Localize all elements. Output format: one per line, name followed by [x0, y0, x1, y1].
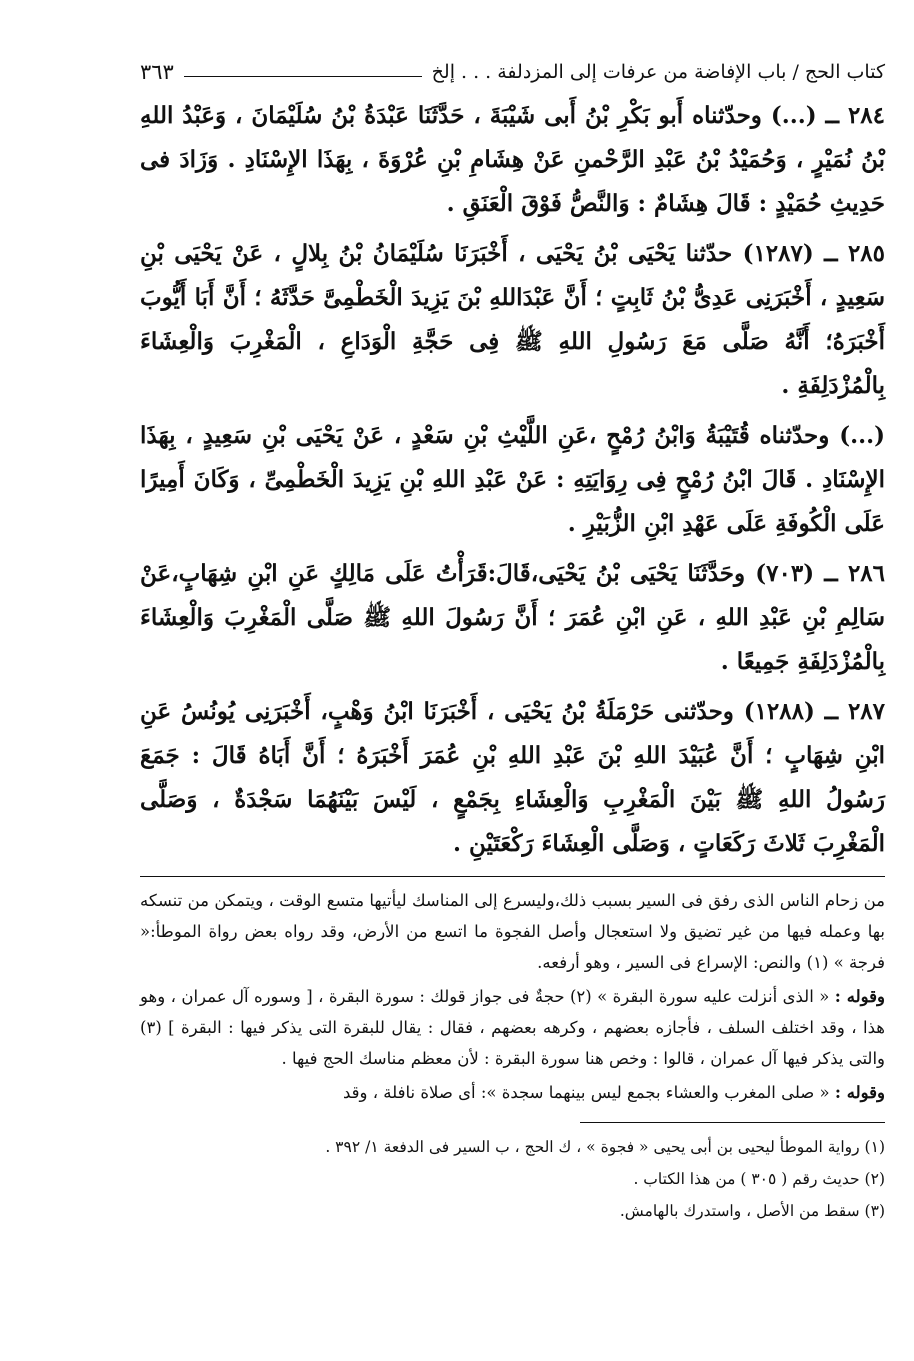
commentary — [140, 885, 885, 1108]
commentary-text: « صلى المغرب والعشاء بجمع ليس بينهما سجدة »: أى صلاة نافلة ، وقد — [342, 1083, 830, 1102]
running-header — [140, 52, 885, 92]
footnote-divider — [580, 1122, 885, 1123]
chapter-title: كتاب الحج / باب الإفاضة من عرفات إلى المزدلفة . . . إلخ — [431, 61, 885, 83]
commentary-paragraph: من زحام الناس الذى رفق فى السير بسبب ذلك،وليسرع إلى المناسك ليأتيها متسع الوقت ، ويتمكن من تنسكه بها وعمله فيها من غير تضيق ولا استعجال وأصل الفجوة ما اتسع من الأرض، وقد رواه بعض رواة الموطأ:« فرجة » (١) والنص: الإسراع فى السير ، وهو أرفعه. — [140, 891, 885, 972]
commentary-lead: وقوله : — [834, 987, 885, 1006]
hadith-285-variant: (...) وحدّثناه قُتَيْبَةُ وَابْنُ رُمْحٍ ،عَنِ اللَّيْثِ بْنِ سَعْدٍ ، عَنْ يَحْيَى بْنِ سَعِيدٍ ، بِهَذَا الإِسْنَادِ . قَالَ ابْنُ رُمْحٍ فِى رِوَايَتِهِ : عَنْ عَبْدِ اللهِ بْنِ يَزِيدَ الْخَطْمِىِّ ، وَكَانَ أَمِيرًا عَلَى الْكُوفَةِ عَلَى عَهْدِ ابْنِ الزُّبَيْرِ . — [140, 422, 885, 537]
commentary-paragraph — [140, 981, 885, 1074]
hadith-text — [140, 94, 885, 866]
commentary-lead: وقوله : — [834, 1083, 885, 1102]
page-number: ٣٦٣ — [140, 60, 174, 84]
footnotes — [140, 1131, 885, 1227]
hadith-287: ٢٨٧ ــ (١٢٨٨) وحدّثنى حَرْمَلَةُ بْنُ يَحْيَى ، أَخْبَرَنَا ابْنُ وَهْبٍ، أَخْبَرَنِى يُونُسُ عَنِ ابْنِ شِهَابٍ ؛ أَنَّ عُبَيْدَ اللهِ بْنَ عَبْدِ اللهِ بْنِ عُمَرَ أَخْبَرَهُ ؛ أَنَّ أَبَاهُ قَالَ : جَمَعَ رَسُولُ اللهِ ﷺ بَيْنَ الْمَغْرِبِ وَالْعِشَاءِ بِجَمْعٍ ، لَيْسَ بَيْنَهُمَا سَجْدَةٌ ، وَصَلَّى الْمَغْرِبَ ثَلاثَ رَكَعَاتٍ ، وَصَلَّى الْعِشَاءَ رَكْعَتَيْنِ . — [140, 698, 885, 857]
hadith-286: ٢٨٦ ــ (٧٠٣) وحَدَّثَنَا يَحْيَى بْنُ يَحْيَى،قَالَ:قَرَأْتُ عَلَى مَالِكٍ عَنِ ابْنِ شِهَابٍ،عَنْ سَالِمِ بْنِ عَبْدِ اللهِ ، عَنِ ابْنِ عُمَرَ ؛ أَنَّ رَسُولَ اللهِ ﷺ صَلَّى الْمَغْرِبَ وَالْعِشَاءَ بِالْمُزْدَلِفَةِ جَمِيعًا . — [140, 560, 886, 675]
footnote-2: (٢) حديث رقم ( ٣٠٥ ) من هذا الكتاب . — [633, 1170, 885, 1188]
footnote-1: (١) رواية الموطأ ليحيى بن أبى يحيى « فجوة » ، ك الحج ، ب السير فى الدفعة ١/ ٣٩٢ . — [325, 1138, 885, 1156]
commentary-divider — [140, 876, 885, 877]
hadith-284: ٢٨٤ ــ (...) وحدّثناه أَبو بَكْرِ بْنُ أَبى شَيْبَةَ ، حَدَّثَنَا عَبْدَةُ بْنُ سُلَيْمَانَ ، وَعَبْدُ اللهِ بْنُ نُمَيْرٍ ، وَحُمَيْدُ بْنُ عَبْدِ الرَّحْمنِ عَنْ هِشَامِ بْنِ عُرْوَةَ ، بِهَذَا الإِسْنَادِ . وَزَادَ فى حَدِيثِ حُمَيْدٍ : قَالَ هِشَامٌ : وَالنَّصُّ فَوْقَ الْعَنَقِ . — [140, 102, 885, 217]
footnote-3: (٣) سقط من الأصل ، واستدرك بالهامش. — [619, 1202, 885, 1220]
header-rule — [184, 76, 422, 77]
commentary-paragraph — [140, 1077, 885, 1108]
hadith-285: ٢٨٥ ــ (١٢٨٧) حدّثنا يَحْيَى بْنُ يَحْيَى ، أَخْبَرَنَا سُلَيْمَانُ بْنُ بِلالٍ ، عَنْ يَحْيَى بْنِ سَعِيدٍ ، أَخْبَرَنِى عَدِىُّ بْنُ ثَابِتٍ ؛ أَنَّ عَبْدَاللهِ بْنَ يَزِيدَ الْخَطْمِىَّ حَدَّثَهُ ؛ أَنَّ أَبَا أَيُّوبَ أَخْبَرَهُ؛ أَنَّهُ صَلَّى مَعَ رَسُولِ اللهِ ﷺ فِى حَجَّةِ الْوَدَاعِ ، الْمَغْرِبَ وَالْعِشَاءَ بِالْمُزْدَلِفَةِ . — [140, 240, 885, 399]
book-page — [140, 52, 885, 1227]
commentary-text: « الذى أنزلت عليه سورة البقرة » (٢) حجةٌ فى جواز قولك : سورة البقرة ، [ وسوره آل عمران ، وهو هذا ، وقد اختلف السلف ، فأجازه بعضهم ، وكرهه بعضهم ، فقال : يقال للبقرة التى يذكر فيها : البقرة ] (٣) والتى يذكر فيها آل عمران ، قالوا : وخص هنا سورة البقرة : لأن معظم مناسك الحج فيها . — [140, 987, 885, 1068]
